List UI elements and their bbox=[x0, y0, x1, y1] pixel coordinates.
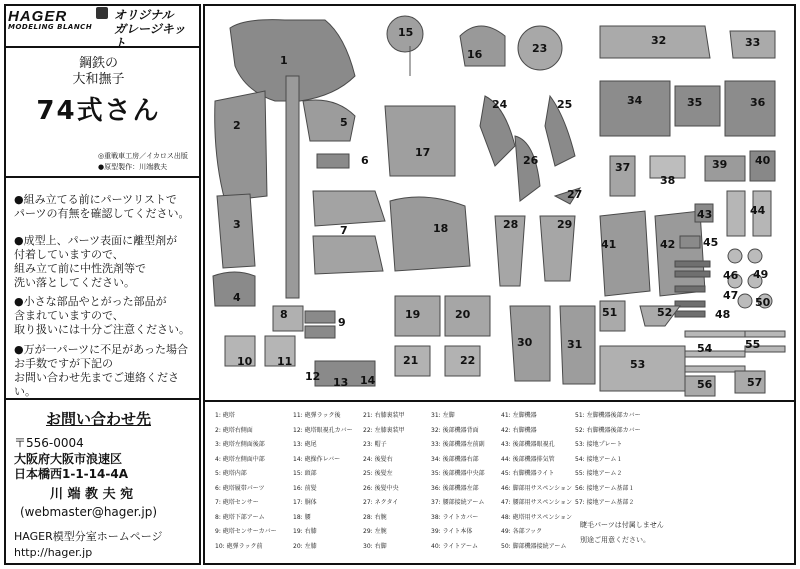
legend-item: 8: 砲塔下部アーム bbox=[215, 513, 265, 521]
legend-item: 1: 砲塔 bbox=[215, 412, 235, 419]
legend-item: 16: 前髪 bbox=[293, 484, 317, 492]
legend-item: 52: 右脚機器後部カバー bbox=[575, 426, 641, 434]
part-label: 53 bbox=[630, 358, 646, 371]
credit-2: ●原型製作：川端教夫 bbox=[98, 163, 168, 171]
part-label: 18 bbox=[433, 222, 449, 235]
legend-item: 23: 帽子 bbox=[363, 441, 387, 448]
part-label: 19 bbox=[405, 308, 421, 321]
page-title: 74式さん bbox=[36, 96, 161, 126]
brand-logo: HAGER bbox=[8, 8, 68, 25]
contact-postal: 〒556-0004 bbox=[14, 436, 84, 450]
legend-item: 35: 後部機器中央部 bbox=[431, 470, 485, 477]
legend-item: 42: 右脚機器 bbox=[501, 426, 537, 434]
part-label: 21 bbox=[403, 354, 419, 367]
legend-item: 50: 脚部機器接続アーム bbox=[501, 542, 567, 550]
legend-item: 21: 右膝裏装甲 bbox=[363, 412, 405, 419]
legend-item: 38: ライトカバー bbox=[431, 513, 479, 521]
title-sub2: 大和撫子 bbox=[72, 72, 125, 87]
legend-item: 19: 右膝 bbox=[293, 528, 317, 535]
part-label: 31 bbox=[567, 338, 583, 351]
legend-item: 36: 後部機器左部 bbox=[431, 484, 479, 492]
part-label: 32 bbox=[651, 34, 667, 47]
legend-item: 31: 左脚 bbox=[431, 412, 455, 419]
legend-item: 28: 右腕 bbox=[363, 513, 387, 521]
legend-item: 7: 砲塔センサー bbox=[215, 499, 259, 506]
part-label: 17 bbox=[415, 146, 431, 159]
legend-item: 2: 砲塔右側面 bbox=[215, 426, 253, 434]
legend-item: 25: 後髪左 bbox=[363, 470, 393, 477]
part-label: 42 bbox=[660, 238, 676, 251]
legend-item: 13: 砲尾 bbox=[293, 441, 317, 448]
part-label: 13 bbox=[333, 376, 349, 389]
legend-item: 20: 左膝 bbox=[293, 542, 317, 550]
part-label: 26 bbox=[523, 154, 539, 167]
part-label: 41 bbox=[601, 238, 617, 251]
legend-item: 24: 後髪右 bbox=[363, 455, 393, 463]
legend-item: 44: 後部機器排気管 bbox=[501, 455, 555, 463]
brand-kit: オリジナル ガレージキット bbox=[114, 8, 186, 50]
legend-item: 53: 接地プレート bbox=[575, 441, 623, 448]
note-1: ●組み立てる前にパーツリストで パーツの有無を確認してください。 bbox=[14, 193, 190, 220]
legend-item: 4: 砲塔左側面中部 bbox=[215, 455, 265, 463]
legend-item: 46: 脚部用サスペンション bbox=[501, 484, 573, 492]
legend-item: 39: ライト本体 bbox=[431, 528, 473, 535]
legend-item: 30: 右脚 bbox=[363, 542, 387, 550]
part-label: 28 bbox=[503, 218, 519, 231]
part-label: 25 bbox=[557, 98, 573, 111]
legend-item: 43: 後部機器眼視孔 bbox=[501, 441, 555, 448]
part-label: 20 bbox=[455, 308, 471, 321]
part-label: 33 bbox=[745, 36, 761, 49]
brand-mark-icon bbox=[96, 7, 108, 19]
divider bbox=[4, 46, 201, 48]
part-label: 55 bbox=[745, 338, 761, 351]
part-label: 10 bbox=[237, 355, 253, 368]
legend-item: 9: 砲塔センサーカバー bbox=[215, 528, 277, 535]
legend-item: 37: 腰部接続アーム bbox=[431, 499, 485, 506]
legend-item: 56: 接地アーム基部１ bbox=[575, 484, 635, 492]
contact-email[interactable]: (webmaster@hager.jp) bbox=[20, 505, 158, 519]
part-label: 29 bbox=[557, 218, 573, 231]
legend-item: 45: 右脚機器ライト bbox=[501, 470, 555, 477]
part-label: 3 bbox=[233, 218, 241, 231]
legend-item: 41: 左脚機器 bbox=[501, 412, 537, 419]
part-label: 5 bbox=[340, 116, 348, 129]
note-2: ●成型上、パーツ表面に離型剤が 付着していますので、 組み立て前に中性洗剤等で 洗い落としてください。 bbox=[14, 234, 178, 289]
parts-photo bbox=[205, 6, 794, 399]
part-label: 14 bbox=[360, 374, 376, 387]
legend-item: 15: 頭部 bbox=[293, 470, 317, 477]
legend-item: 5: 砲塔内部 bbox=[215, 470, 247, 477]
parts-legend bbox=[205, 402, 794, 563]
legend-item: 49: 各部フック bbox=[501, 528, 543, 535]
legend-item: 22: 左膝裏装甲 bbox=[363, 426, 405, 434]
legend-note-1: 睫毛パーツは付属しません bbox=[580, 521, 664, 529]
part-label: 56 bbox=[697, 378, 713, 391]
part-label: 24 bbox=[492, 98, 508, 111]
legend-item: 33: 後部機器左前副 bbox=[431, 441, 485, 448]
part-label: 6 bbox=[361, 154, 369, 167]
part-label: 27 bbox=[567, 188, 583, 201]
legend-item: 10: 砲弾ラック前 bbox=[215, 542, 263, 550]
homepage-title: HAGER模型分室ホームページ bbox=[14, 530, 163, 543]
part-label: 57 bbox=[747, 376, 763, 389]
part-label: 30 bbox=[517, 336, 533, 349]
part-label: 43 bbox=[697, 208, 713, 221]
part-label: 11 bbox=[277, 355, 293, 368]
part-label: 52 bbox=[657, 306, 673, 319]
contact-name: 川 端 教 夫 宛 bbox=[50, 487, 134, 502]
part-label: 16 bbox=[467, 48, 483, 61]
part-label: 34 bbox=[627, 94, 643, 107]
part-label: 12 bbox=[305, 370, 321, 383]
divider bbox=[4, 176, 201, 178]
part-label: 51 bbox=[602, 306, 618, 319]
part-label: 50 bbox=[755, 296, 771, 309]
legend-item: 11: 砲弾ラック後 bbox=[293, 412, 341, 419]
legend-item: 51: 左脚機器後部カバー bbox=[575, 412, 641, 419]
legend-item: 32: 後部機器背面 bbox=[431, 426, 479, 434]
brand-sub: MODELING BLANCH bbox=[8, 23, 93, 31]
legend-item: 6: 砲塔履帯パーツ bbox=[215, 484, 265, 492]
note-4: ●万が一パーツに不足があった場合 お手数ですが下記の お問い合わせ先までご連絡ください。 bbox=[14, 343, 189, 398]
legend-item: 29: 左腕 bbox=[363, 528, 387, 535]
part-label: 7 bbox=[340, 224, 348, 237]
part-label: 15 bbox=[398, 26, 414, 39]
note-3: ●小さな部品やとがった部品が 含まれていますので、 取り扱いには十分ご注意ください。 bbox=[14, 295, 190, 336]
legend-item: 26: 後髪中央 bbox=[363, 484, 399, 492]
part-label: 8 bbox=[280, 308, 288, 321]
part-label: 4 bbox=[233, 291, 241, 304]
legend-note-2: 別途ご用意ください。 bbox=[580, 536, 650, 544]
part-label: 48 bbox=[715, 308, 731, 321]
part-label: 22 bbox=[460, 354, 476, 367]
homepage-url[interactable]: http://hager.jp bbox=[14, 546, 93, 559]
legend-item: 14: 砲操作レバー bbox=[293, 455, 341, 463]
parts-photo-image bbox=[205, 6, 794, 399]
part-label: 45 bbox=[703, 236, 719, 249]
legend-item: 48: 砲塔用サスペンション bbox=[501, 513, 573, 521]
legend-item: 40: ライトアーム bbox=[431, 542, 479, 550]
part-label: 39 bbox=[712, 158, 728, 171]
legend-item: 55: 接地アーム２ bbox=[575, 470, 623, 477]
part-label: 9 bbox=[338, 316, 346, 329]
credit-1: ◎重戦車工房／イカロス出版 bbox=[98, 152, 188, 160]
part-label: 38 bbox=[660, 174, 676, 187]
part-label: 23 bbox=[532, 42, 548, 55]
part-label: 1 bbox=[280, 54, 288, 67]
legend-item: 12: 砲塔眼視孔カバー bbox=[293, 426, 353, 434]
part-label: 54 bbox=[697, 342, 713, 355]
part-label: 35 bbox=[687, 96, 703, 109]
legend-item: 17: 胴体 bbox=[293, 499, 317, 506]
part-label: 37 bbox=[615, 161, 631, 174]
legend-item: 3: 砲塔左側面後部 bbox=[215, 441, 265, 448]
legend-item: 57: 接地アーム基部２ bbox=[575, 499, 635, 506]
legend-item: 18: 腰 bbox=[293, 513, 311, 521]
part-label: 44 bbox=[750, 204, 766, 217]
title-sub1: 鋼鉄の bbox=[78, 56, 118, 71]
legend-item: 54: 接地アーム１ bbox=[575, 455, 623, 463]
contact-addr2: 日本橋西1-1-14-4A bbox=[14, 467, 128, 481]
part-label: 2 bbox=[233, 119, 241, 132]
legend-item: 27: ネクタイ bbox=[363, 499, 399, 506]
legend-item: 34: 後部機器右部 bbox=[431, 455, 479, 463]
part-label: 36 bbox=[750, 96, 766, 109]
part-label: 40 bbox=[755, 154, 771, 167]
contact-title: お問い合わせ先 bbox=[45, 410, 151, 428]
contact-addr1: 大阪府大阪市浪速区 bbox=[14, 452, 123, 466]
part-label: 47 bbox=[723, 289, 739, 302]
brand-header bbox=[8, 6, 194, 50]
legend-item: 47: 腰部用サスペンション bbox=[501, 499, 573, 506]
part-label: 46 bbox=[723, 269, 739, 282]
part-label: 49 bbox=[753, 268, 769, 281]
divider bbox=[4, 398, 201, 400]
